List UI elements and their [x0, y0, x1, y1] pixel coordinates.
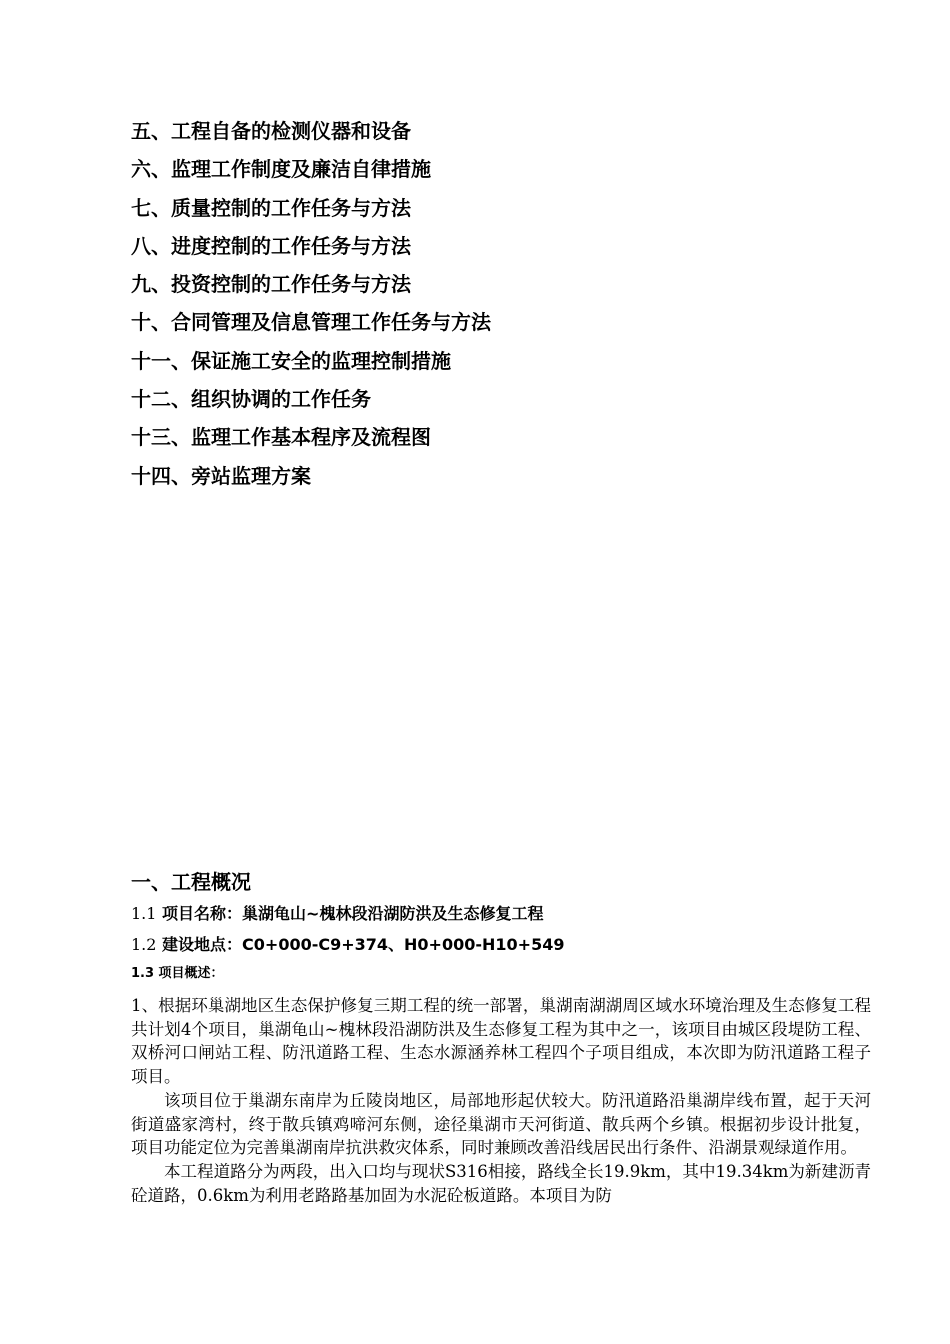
location-number: 1.2: [131, 935, 157, 954]
project-overview-section: [131, 866, 871, 1207]
location-text: 建设地点：C0+000-C9+374、H0+000-H10+549: [162, 935, 565, 954]
project-name-number: 1.1: [131, 904, 157, 923]
toc-item-5: 五、工程自备的检测仪器和设备: [131, 119, 411, 143]
toc-item-8: 八、进度控制的工作任务与方法: [131, 233, 411, 258]
section-heading: 一、工程概况: [131, 870, 251, 894]
table-of-contents: [131, 112, 851, 495]
overview-heading: 1.3 项目概述：: [131, 966, 224, 981]
toc-item-7: 七、质量控制的工作任务与方法: [131, 195, 411, 220]
location-line: [131, 929, 871, 960]
toc-item-14: 十四、旁站监理方案: [131, 463, 311, 488]
overview-paragraph-2: 该项目位于巢湖东南岸为丘陵岗地区，局部地形起伏较大。防汛道路沿巢湖岸线布置，起于天河街道盛家湾村，终于散兵镇鸡啼河东侧，途径巢湖市天河街道、散兵两个乡镇。根据初步设计批复，项目功能定位为完善巢湖南岸抗洪救灾体系，同时兼顾改善沿线居民出行条件、沿湖景观绿道作用。: [131, 1090, 871, 1158]
project-name-line: [131, 898, 871, 929]
toc-item-13: 十三、监理工作基本程序及流程图: [131, 425, 431, 450]
toc-item-12: 十二、组织协调的工作任务: [131, 387, 371, 412]
overview-paragraph-3: 本工程道路分为两段，出入口均与现状S316相接，路线全长19.9km，其中19.34km为新建沥青砼道路，0.6km为利用老路路基加固为水泥砼板道路。本项目为防: [131, 1161, 871, 1205]
toc-item-10: 十、合同管理及信息管理工作任务与方法: [131, 310, 491, 335]
toc-item-6: 六、监理工作制度及廉洁自律措施: [131, 157, 431, 182]
overview-paragraph-1: 1、根据环巢湖地区生态保护修复三期工程的统一部署，巢湖南湖湖周区域水环境治理及生态修复工程共计划4个项目，巢湖龟山~槐林段沿湖防洪及生态修复工程为其中之一，该项目由城区段堤防工程、双桥河口闸站工程、防汛道路工程、生态水源涵养林工程四个子项目组成，本次即为防汛道路工程子项目。: [131, 996, 871, 1087]
toc-item-9: 九、投资控制的工作任务与方法: [131, 272, 411, 297]
toc-item-11: 十一、保证施工安全的监理控制措施: [131, 348, 451, 373]
project-name-text: 项目名称：巢湖龟山~槐林段沿湖防洪及生态修复工程: [162, 904, 544, 923]
